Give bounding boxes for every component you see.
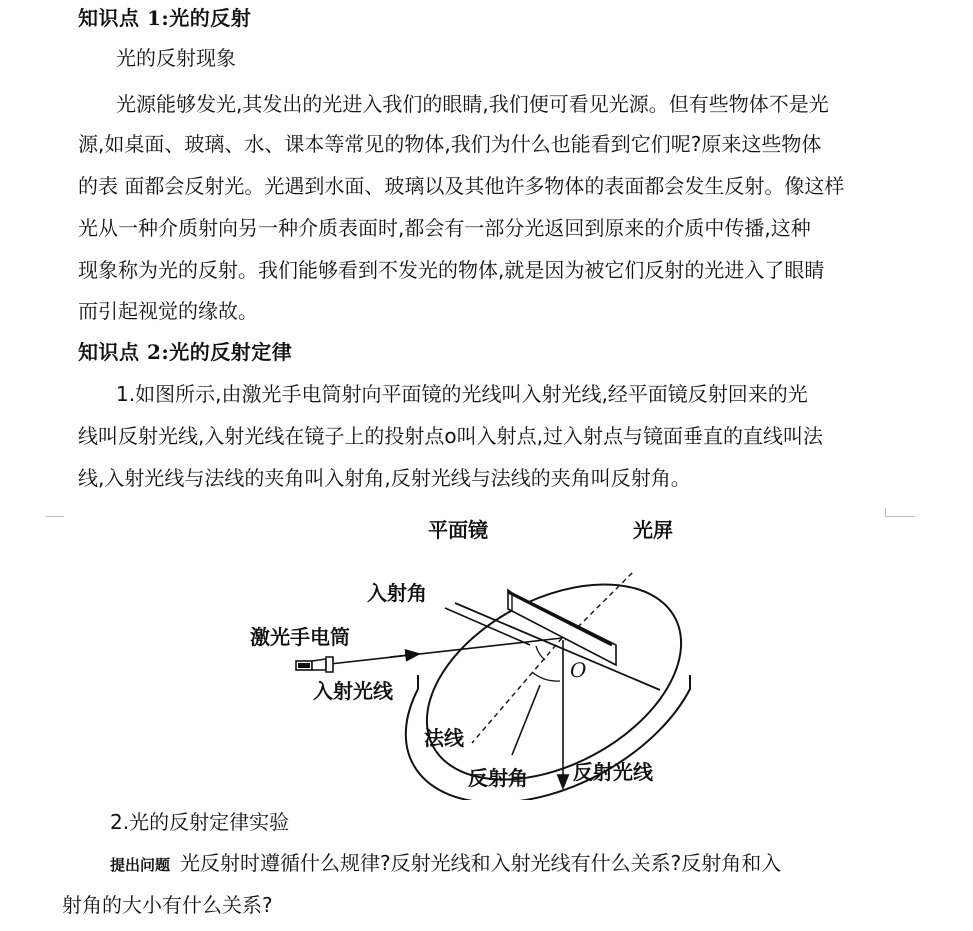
question-line — [110, 847, 781, 876]
paragraph-line: 光源能够发光,其发出的光进入我们的眼睛,我们便可看见光源。但有些物体不是光 — [116, 92, 829, 116]
screen-label: 光屏 — [633, 518, 673, 542]
incident-ray-label: 入射光线 — [313, 679, 393, 703]
page-corner-mark — [46, 516, 64, 517]
paragraph-line: 线叫反射光线,入射光线在镜子上的投射点o叫入射点,过入射点与镜面垂直的直线叫法 — [78, 424, 823, 448]
incident-point-label: O — [570, 658, 587, 682]
paragraph-line: 光从一种介质射向另一种介质表面时,都会有一部分光返回到原来的介质中传播,这种 — [78, 216, 811, 240]
section2-heading: 知识点 2:光的反射定律 — [78, 340, 293, 364]
reflection-diagram — [240, 505, 700, 800]
incident-angle-label: 入射角 — [367, 581, 427, 605]
reflected-ray-label: 反射光线 — [573, 760, 653, 784]
question-tag: 提出问题 — [110, 856, 171, 874]
flashlight-label: 激光手电筒 — [250, 625, 350, 649]
experiment-item: 2.光的反射定律实验 — [110, 810, 290, 834]
section1-subheading: 光的反射现象 — [116, 46, 236, 70]
paragraph-line: 而引起视觉的缘故。 — [78, 299, 258, 323]
section1-heading: 知识点 1:光的反射 — [78, 6, 252, 30]
normal-label: 法线 — [424, 726, 464, 750]
question-text: 光反射时遵循什么规律?反射光线和入射光线有什么关系?反射角和入 — [180, 851, 782, 875]
reflection-angle-label: 反射角 — [468, 766, 528, 790]
paragraph-line: 1.如图所示,由激光手电筒射向平面镜的光线叫入射光线,经平面镜反射回来的光 — [116, 382, 808, 406]
paragraph-line: 源,如桌面、玻璃、水、课本等常见的物体,我们为什么也能看到它们呢?原来这些物体 — [78, 132, 822, 156]
question-line-2: 射角的大小有什么关系? — [62, 893, 273, 917]
paragraph-line: 现象称为光的反射。我们能够看到不发光的物体,就是因为被它们反射的光进入了眼睛 — [78, 258, 825, 282]
laser-flashlight — [296, 657, 333, 672]
mirror-label: 平面镜 — [428, 518, 488, 542]
page-corner-mark — [885, 508, 886, 516]
paragraph-line: 线,入射光线与法线的夹角叫入射角,反射光线与法线的夹角叫反射角。 — [78, 466, 691, 490]
incident-ray-arrow — [390, 654, 418, 657]
disk-top — [394, 544, 700, 800]
paragraph-line: 的表 面都会反射光。光遇到水面、玻璃以及其他许多物体的表面都会发生反射。像这样 — [78, 174, 845, 198]
page-corner-mark — [885, 516, 915, 517]
